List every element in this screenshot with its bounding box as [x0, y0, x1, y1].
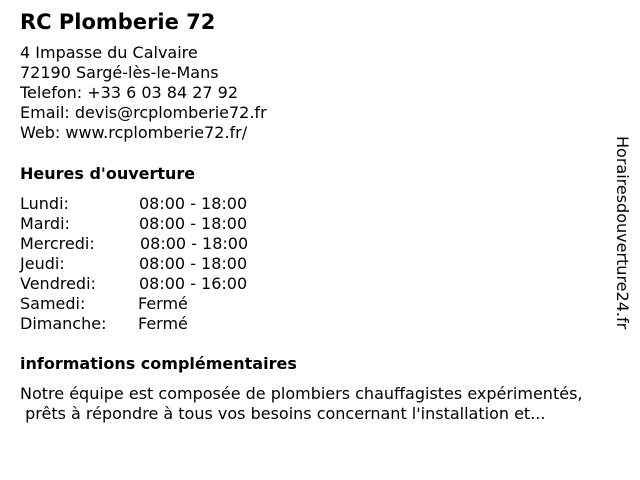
time-value: Fermé [138, 314, 188, 333]
business-name: RC Plomberie 72 [20, 10, 216, 34]
watermark-text: Horairesdouverture24.fr [613, 136, 632, 330]
hours-row-tuesday [20, 214, 280, 234]
day-label: Dimanche: [20, 314, 107, 333]
hours-row-thursday [20, 254, 280, 274]
day-label: Vendredi: [20, 274, 96, 293]
day-label: Jeudi: [20, 254, 65, 273]
hours-row-monday [20, 194, 280, 214]
street-address: 4 Impasse du Calvaire [20, 43, 198, 62]
time-value: Fermé [138, 294, 188, 313]
hours-row-sunday [20, 314, 280, 334]
time-value: 08:00 - 16:00 [139, 274, 248, 293]
phone-number: Telefon: +33 6 03 84 27 92 [20, 83, 239, 102]
opening-hours-table [20, 194, 280, 334]
website-address: Web: www.rcplomberie72.fr/ [20, 123, 248, 142]
hours-row-wednesday [20, 234, 280, 254]
day-label: Mardi: [20, 214, 70, 233]
info-line: Notre équipe est composée de plombiers chauffagistes expérimentés, [20, 384, 583, 403]
contact-block [20, 43, 267, 143]
email-address: Email: devis@rcplomberie72.fr [20, 103, 267, 122]
city-address: 72190 Sargé-lès-le-Mans [20, 63, 219, 82]
time-value: 08:00 - 18:00 [139, 214, 248, 233]
day-label: Samedi: [20, 294, 86, 313]
hours-row-saturday [20, 294, 280, 314]
time-value: 08:00 - 18:00 [140, 234, 249, 253]
time-value: 08:00 - 18:00 [139, 254, 248, 273]
time-value: 08:00 - 18:00 [139, 194, 248, 213]
day-label: Mercredi: [20, 234, 95, 253]
additional-info-text [20, 384, 582, 424]
opening-hours-heading: Heures d'ouverture [20, 164, 196, 183]
info-line: prêts à répondre à tous vos besoins concernant l'installation et... [20, 404, 546, 423]
day-label: Lundi: [20, 194, 69, 213]
additional-info-heading: informations complémentaires [20, 354, 297, 373]
hours-row-friday [20, 274, 280, 294]
